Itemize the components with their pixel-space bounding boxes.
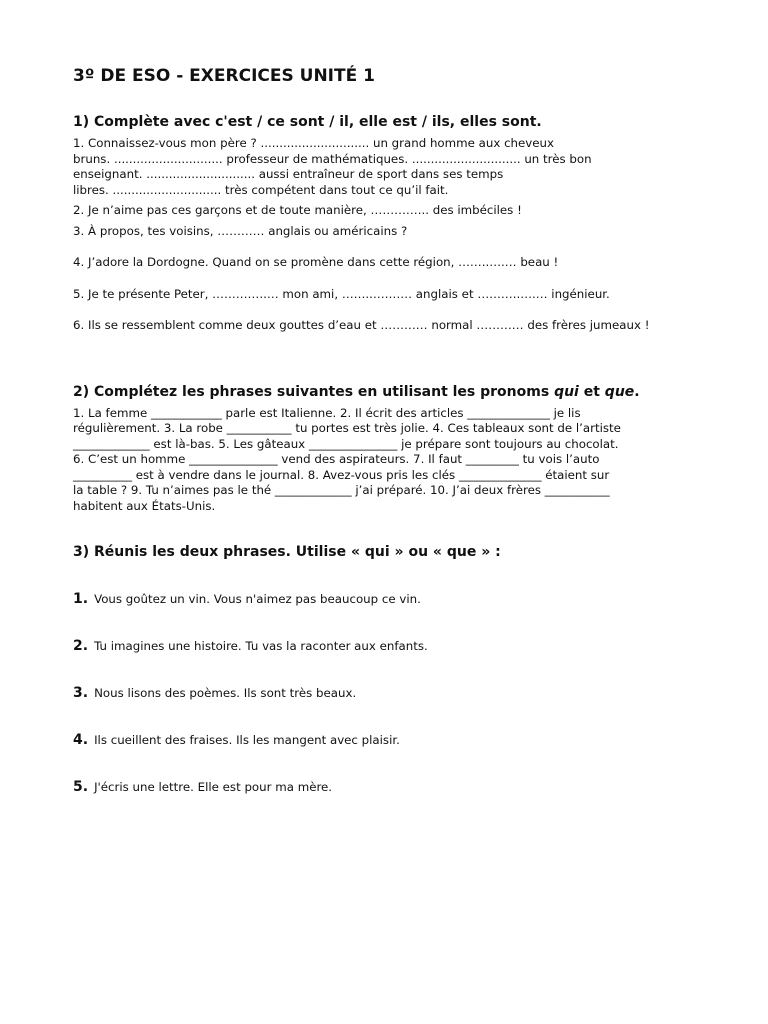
section-2-heading — [73, 382, 698, 402]
exercise-line: bruns. ............................. professeur de mathématiques. ............................. un très bon — [73, 151, 592, 166]
exercise-line: 1. Connaissez-vous mon père ? ............................. un grand homme aux cheveux — [73, 136, 554, 150]
exercise-line: la table ? 9. Tu n’aimes pas le thé _____________ j’ai préparé. 10. J’ai deux frères ___________ — [73, 483, 610, 497]
exercise-line: habitent aux États-Unis. — [73, 498, 216, 513]
document-title: 3º DE ESO - EXERCICES UNITÉ 1 — [73, 66, 375, 86]
exercise-3-item-5 — [73, 778, 698, 796]
item-number: 1. — [73, 591, 89, 607]
exercise-1-item-5: 5. Je te présente Peter, …………..… mon ami, ……..….…… anglais et ………..….… ingénieur. — [73, 286, 610, 301]
exercise-1-item-2: 2. Je n’aime pas ces garçons et de toute manière, …………... des imbéciles ! — [73, 203, 522, 217]
worksheet-page — [73, 64, 698, 825]
exercise-line: libres. ............................. très compétent dans tout ce qu’il fait. — [73, 182, 449, 197]
heading-text: . — [634, 383, 640, 400]
item-text: Nous lisons des poèmes. Ils sont très beaux. — [94, 686, 357, 700]
exercise-2-paragraph — [73, 406, 698, 515]
section-1-heading: 1) Complète avec c'est / ce sont / il, elle est / ils, elles sont. — [73, 114, 542, 130]
exercise-3-item-2 — [73, 637, 698, 655]
exercise-1-item-4: 4. J’adore la Dordogne. Quand on se promène dans cette région, ……..….… beau ! — [73, 255, 559, 269]
item-number: 2. — [73, 638, 89, 654]
item-number: 3. — [73, 685, 89, 701]
heading-text: et — [578, 383, 605, 400]
item-text: Ils cueillent des fraises. Ils les mangent avec plaisir. — [94, 733, 400, 747]
section-3-heading: 3) Réunis les deux phrases. Utilise « qui » ou « que » : — [73, 544, 501, 560]
exercise-line: régulièrement. 3. La robe ___________ tu portes est très jolie. 4. Ces tableaux sont de l’artiste — [73, 421, 621, 435]
exercise-3-item-3 — [73, 684, 698, 702]
section-2 — [73, 382, 698, 515]
exercise-3-item-4 — [73, 731, 698, 749]
heading-text: 2) Complétez les phrases suivantes en utilisant les pronoms — [73, 383, 555, 400]
section-1 — [73, 112, 698, 334]
item-text: J'écris une lettre. Elle est pour ma mère. — [94, 780, 333, 794]
exercise-line: _____________ est là-bas. 5. Les gâteaux _______________ je prépare sont toujours au chocolat. — [73, 436, 619, 451]
item-number: 5. — [73, 779, 89, 795]
section-3 — [73, 542, 698, 796]
exercise-line: 6. C’est un homme _______________ vend des aspirateurs. 7. Il faut _________ tu vois l’auto — [73, 452, 600, 466]
item-text: Vous goûtez un vin. Vous n'aimez pas beaucoup ce vin. — [94, 592, 421, 606]
exercise-1-item-1 — [73, 136, 698, 198]
exercise-1-item-6: 6. Ils se ressemblent comme deux gouttes d’eau et ………… normal ………… des frères jumeaux ! — [73, 318, 650, 332]
heading-que: que — [604, 383, 635, 400]
heading-qui: qui — [554, 383, 579, 400]
exercise-line: enseignant. ............................. aussi entraîneur de sport dans ses temps — [73, 167, 504, 181]
exercise-line: __________ est à vendre dans le journal. 8. Avez-vous pris les clés ______________ étaient sur — [73, 467, 610, 482]
item-number: 4. — [73, 732, 89, 748]
exercise-line: 1. La femme ____________ parle est Italienne. 2. Il écrit des articles ______________ je lis — [73, 405, 581, 420]
exercise-1-item-3: 3. À propos, tes voisins, ………… anglais ou américains ? — [73, 223, 408, 238]
exercise-3-item-1 — [73, 590, 698, 608]
item-text: Tu imagines une histoire. Tu vas la raconter aux enfants. — [94, 639, 428, 653]
